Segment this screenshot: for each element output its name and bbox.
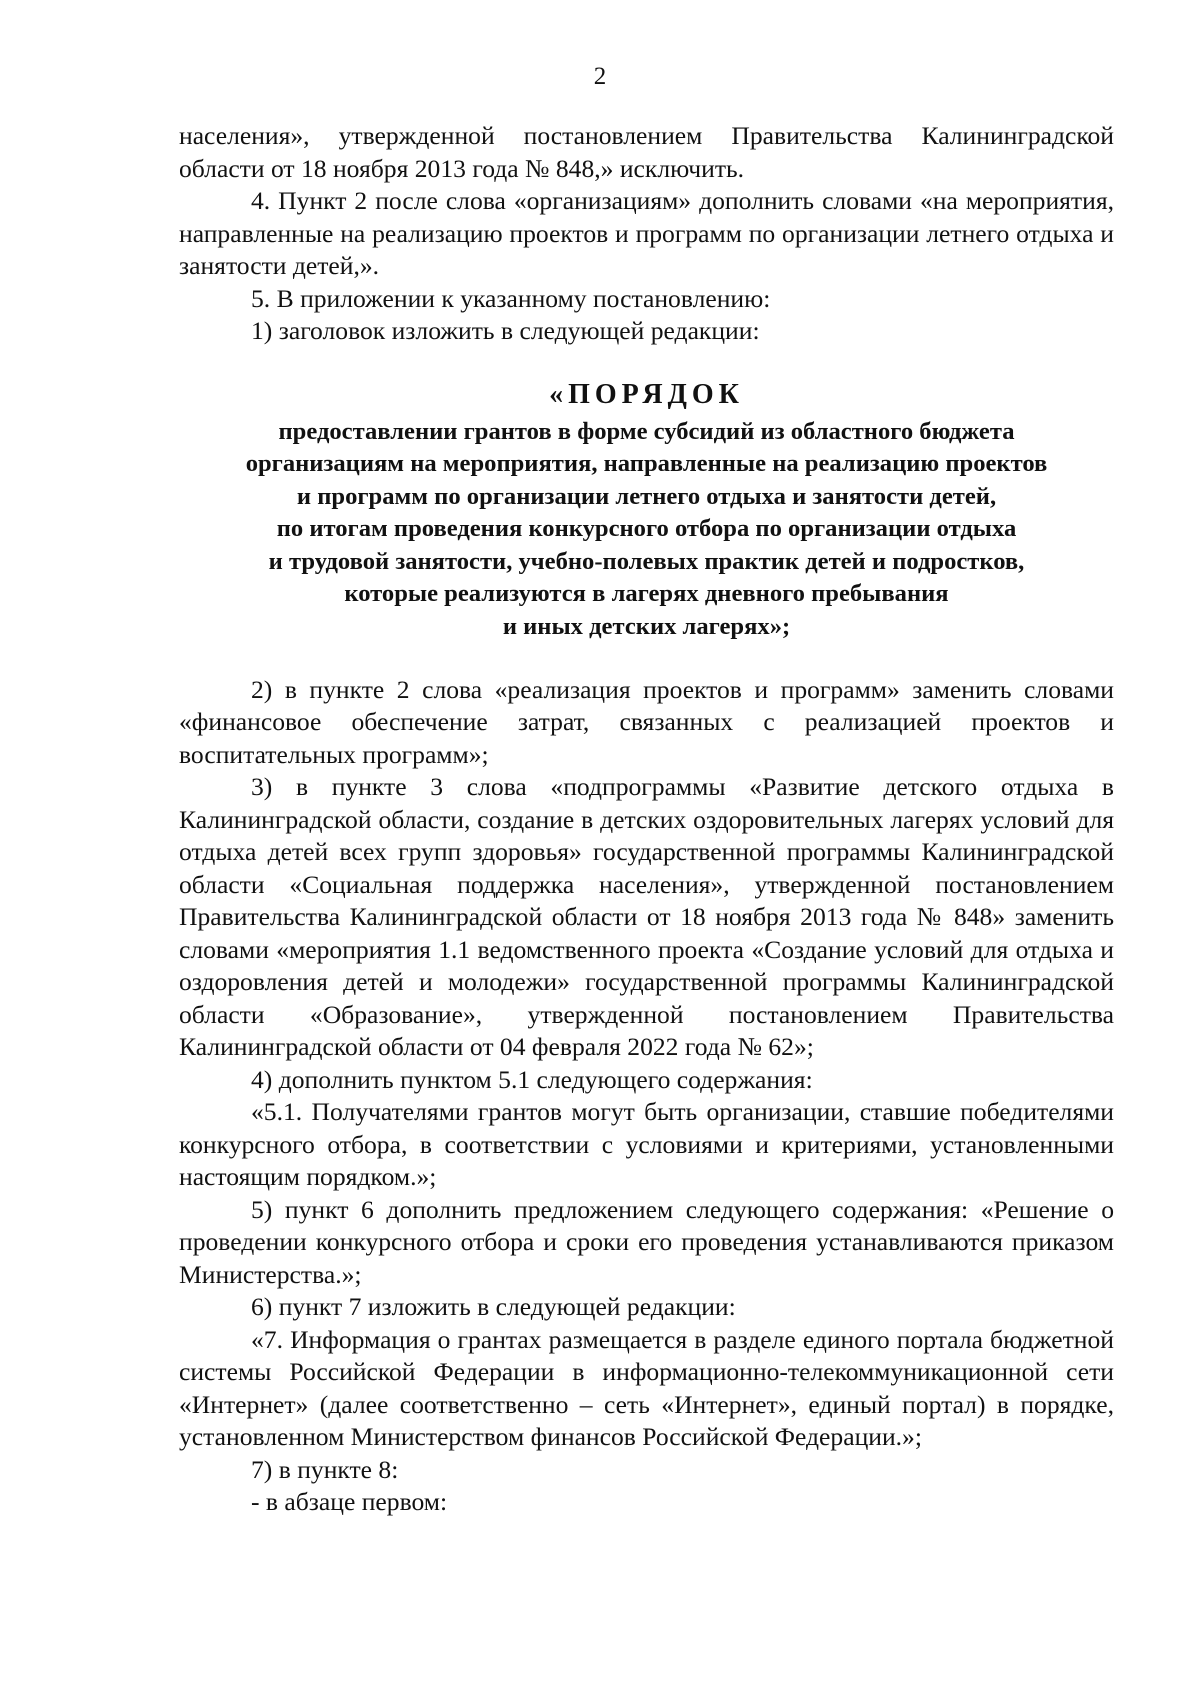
paragraph-subitem-7: 7) в пункте 8:	[251, 1454, 399, 1484]
paragraph-subitem-3: 3) в пункте 3 слова «подпрограммы «Развитие детского отдыха в Калининградской области, создание в детских оздоровительных лагерях условий для отдыха детей всех групп здоровья» государственной программы Калининградской области «Социальная поддержка населения», утвержденной постановлением Правительства Калининградской области от 18 ноября 2013 года № 848» заменить словами «мероприятия 1.1 ведомственного проекта «Создание условий для отдыха и оздоровления детей и молодежи» государственной программы Калининградской области «Образование», утвержденной постановлением Правительства Калининградской области от 04 февраля 2022 года № 62»;	[179, 772, 1114, 1062]
document-body	[179, 120, 1114, 1519]
paragraph-subitem-5: 5) пункт 6 дополнить предложением следующего содержания: «Решение о проведении конкурсного отбора и сроки его проведения устанавливаются приказом Министерства.»;	[179, 1194, 1114, 1289]
paragraph-quote-7: «7. Информация о грантах размещается в разделе единого портала бюджетной системы Российской Федерации в информационно-телекоммуникационной сети «Интернет» (далее соответственно – сеть «Интернет», единый портал) в порядке, установленном Министерством финансов Российской Федерации.»;	[179, 1324, 1114, 1452]
paragraph-item-5: 5. В приложении к указанному постановлению:	[251, 283, 771, 313]
paragraph-dash-item: - в абзаце первом:	[251, 1487, 448, 1517]
paragraph-subitem-4: 4) дополнить пунктом 5.1 следующего содержания:	[251, 1064, 813, 1094]
page-number: 2	[593, 63, 607, 90]
paragraph-continuation: населения», утвержденной постановлением Правительства Калининградской области от 18 ноября 2013 года № 848,» исключить.	[179, 121, 1114, 183]
order-title-block	[179, 378, 1114, 644]
paragraph-subitem-1: 1) заголовок изложить в следующей редакции:	[251, 316, 760, 345]
paragraph-subitem-2: 2) в пункте 2 слова «реализация проектов и программ» заменить словами «финансовое обеспечение затрат, связанных с реализацией проектов и воспитательных программ»;	[179, 674, 1114, 769]
paragraph-subitem-6: 6) пункт 7 изложить в следующей редакции:	[251, 1292, 736, 1322]
paragraph-item-4: 4. Пункт 2 после слова «организациям» дополнить словами «на мероприятия, направленные на реализацию проектов и программ по организации летнего отдыха и занятости детей,».	[179, 186, 1114, 280]
order-title-text: предоставлении грантов в форме субсидий из областного бюджета организациям на мероприятия, направленные на реализацию проектов и программ по организации летнего отдыха и занятости детей, по итогам проведения конкурсного отбора по организации отдыха и трудовой занятости, учебно-полевых практик детей и подростков, которые реализуются в лагерях дневного пребывания и иных детских лагерях»;	[245, 417, 1048, 641]
order-title-heading: «ПОРЯДОК	[549, 378, 744, 410]
paragraph-quote-5-1: «5.1. Получателями грантов могут быть организации, ставшие победителями конкурсного отбора, в соответствии с условиями и критериями, установленными настоящим порядком.»;	[179, 1097, 1114, 1192]
